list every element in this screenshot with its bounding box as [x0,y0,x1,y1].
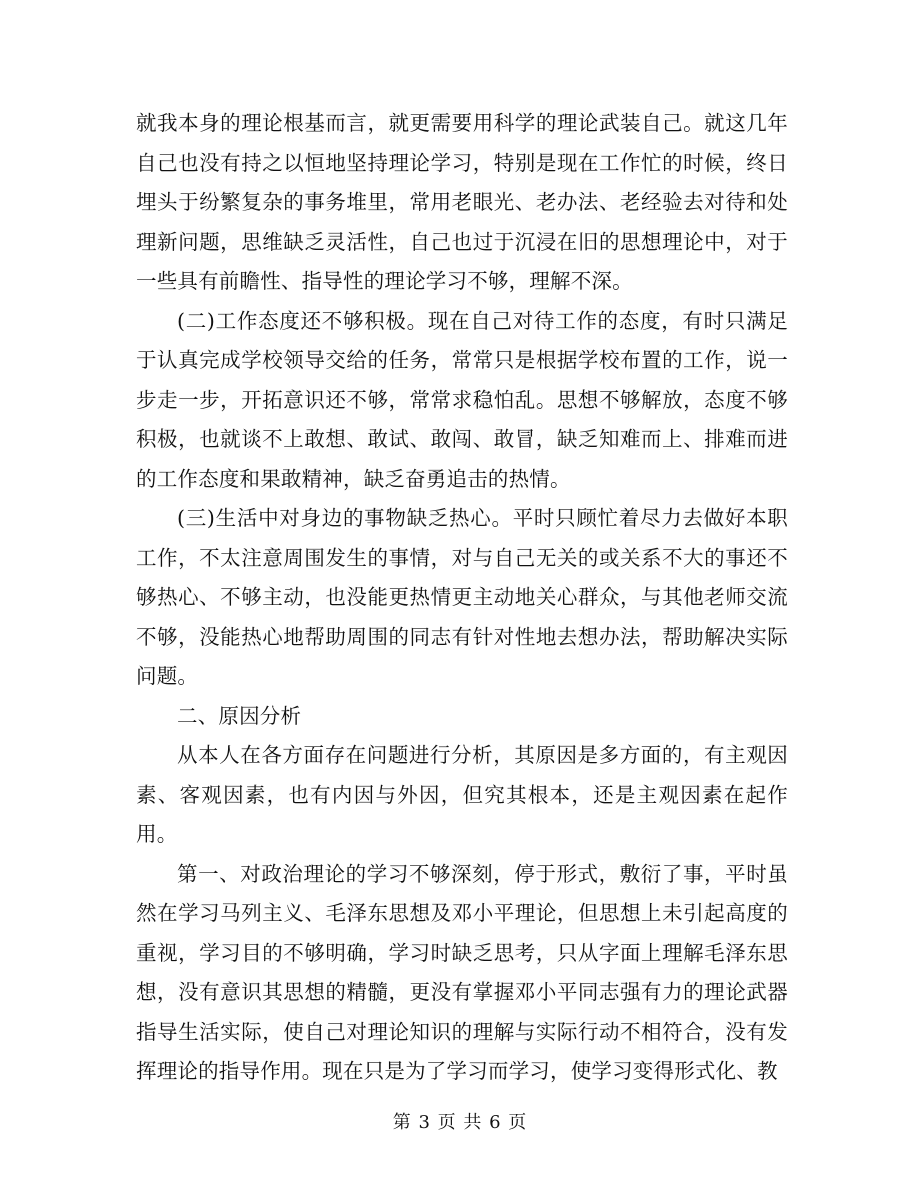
section-heading-cause-analysis: 二、原因分析 [177,703,302,728]
paragraph-continuation: 就我本身的理论根基而言，就更需要用科学的理论武装自己。就这几年自己也没有持之以恒地坚持理论学习，特别是现在工作忙的时候，终日埋头于纷繁复杂的事务堆里，常用老眼光、老办法、老经验去对待和处理新问题，思维缺乏灵活性，自己也过于沉浸在旧的思想理论中，对于一些具有前瞻性、指导性的理论学习不够，理解不深。 [136,111,788,293]
paragraph-cause-overview: 从本人在各方面存在问题进行分析，其原因是多方面的，有主观因素、客观因素，也有内因与外因，但究其根本，还是主观因素在起作用。 [136,743,788,846]
paragraph-work-attitude: (二)工作态度还不够积极。现在自己对待工作的态度，有时只满足于认真完成学校领导交给的任务，常常只是根据学校布置的工作，说一步走一步，开拓意识还不够，常常求稳怕乱。思想不够解放，态度不够积极，也就谈不上敢想、敢试、敢闯、敢冒，缺乏知难而上、排难而进的工作态度和果敢精神，缺乏奋勇追击的热情。 [136,308,788,491]
page-footer: 第 3 页 共 6 页 [392,1112,528,1133]
document-body [136,104,788,1092]
paragraph-first-cause: 第一、对政治理论的学习不够深刻，停于形式，敷衍了事，平时虽然在学习马列主义、毛泽东思想及邓小平理论，但思想上未引起高度的重视，学习目的不够明确，学习时缺乏思考，只从字面上理解毛泽东思想，没有意识其思想的精髓，更没有掌握邓小平同志强有力的理论武器指导生活实际，使自己对理论知识的理解与实际行动不相符合，没有发挥理论的指导作用。现在只是为了学习而学习，使学习变得形式化、教 [136,861,788,1083]
paragraph-life-attitude: (三)生活中对身边的事物缺乏热心。平时只顾忙着尽力去做好本职工作，不太注意周围发生的事情，对与自己无关的或关系不大的事还不够热心、不够主动，也没能更热情更主动地关心群众，与其他老师交流不够，没能热心地帮助周围的同志有针对性地去想办法，帮助解决实际问题。 [136,506,788,688]
